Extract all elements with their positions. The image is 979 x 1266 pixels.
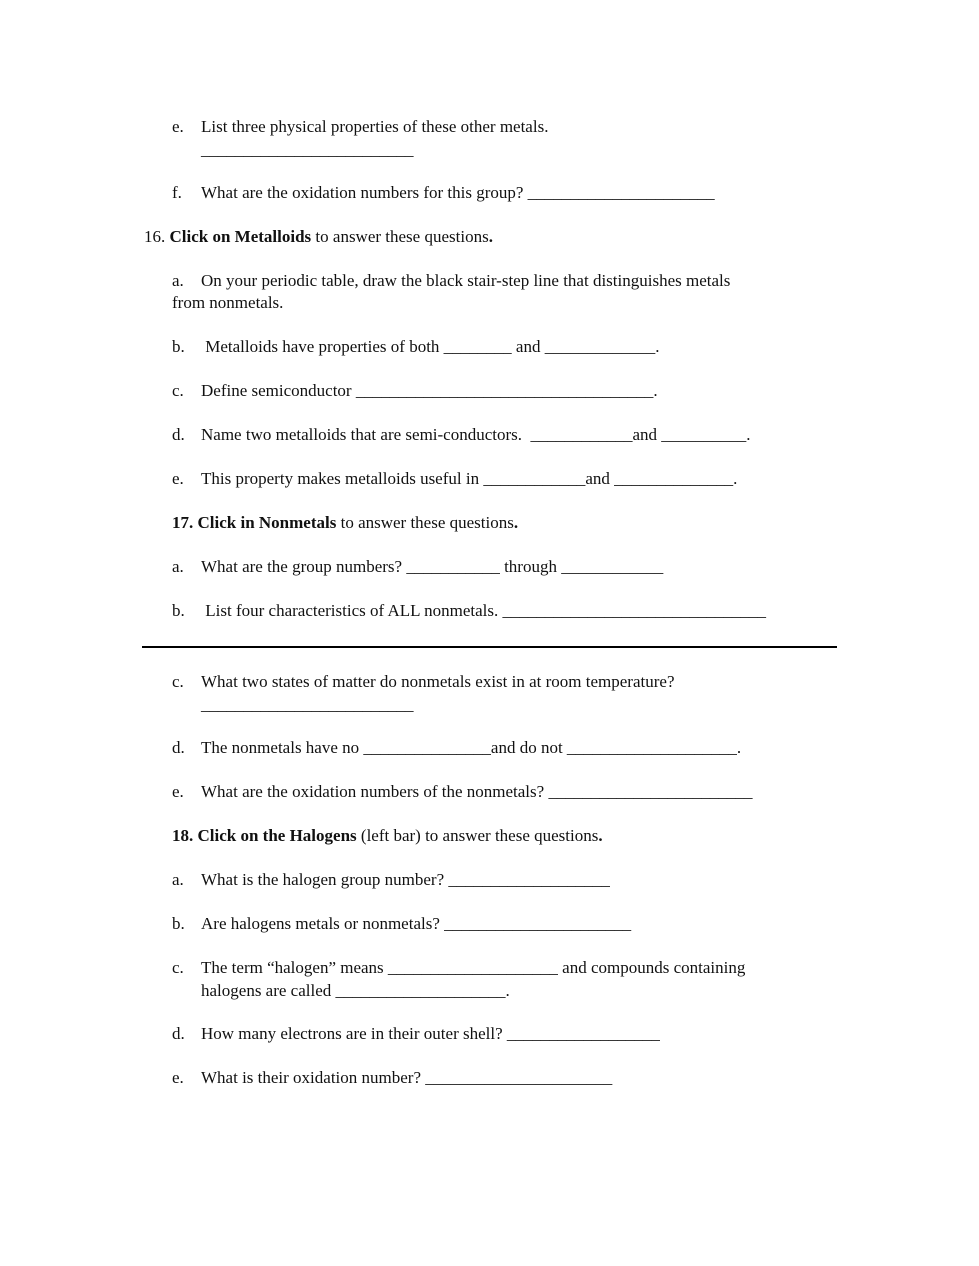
q17-a-label: a.	[172, 557, 184, 576]
q16-d-question: Name two metalloids that are semi-conductors. ____________and __________.	[201, 425, 751, 444]
q16-a-question-line2: from nonmetals.	[172, 293, 284, 312]
q17-d-question: The nonmetals have no _______________and do not ____________________.	[201, 738, 742, 757]
q17-a-question: What are the group numbers? ___________ through ____________	[201, 557, 664, 576]
q18-heading-rest: (left bar) to answer these questions	[356, 826, 599, 845]
q16-c-label: c.	[172, 381, 184, 400]
q15-e-answer-blank[interactable]: _________________________	[201, 140, 414, 159]
q17-b-label: b.	[172, 601, 185, 620]
q16-e-question: This property makes metalloids useful in ____________and ______________.	[201, 469, 738, 488]
q16-number: 16.	[144, 227, 166, 246]
q17-c-answer-blank[interactable]: _________________________	[201, 695, 414, 714]
q15-f-question: What are the oxidation numbers for this group? ______________________	[201, 183, 715, 202]
q17-heading-rest: to answer these questions	[336, 513, 514, 532]
q17-b-question: List four characteristics of ALL nonmetals. _______________________________	[201, 601, 767, 620]
q18-d-label: d.	[172, 1024, 185, 1043]
q18-c-question-line2: halogens are called ____________________.	[201, 981, 510, 1000]
q17-c-label: c.	[172, 672, 184, 691]
q17-heading-bold: 17. Click in Nonmetals	[172, 513, 337, 532]
q16-d-label: d.	[172, 425, 185, 444]
q15-f-label: f.	[172, 183, 182, 202]
q16-e-label: e.	[172, 469, 184, 488]
q16-heading	[144, 227, 493, 247]
q18-c-label: c.	[172, 958, 184, 977]
q18-heading	[172, 826, 603, 846]
q18-e-question: What is their oxidation number? ______________________	[201, 1068, 613, 1087]
q16-heading-rest: to answer these questions	[311, 227, 489, 246]
q17-e-question: What are the oxidation numbers of the nonmetals? ________________________	[201, 782, 753, 801]
q16-heading-bold: Click on Metalloids	[169, 227, 312, 246]
q15-e-label: e.	[172, 117, 184, 136]
q17-c-question: What two states of matter do nonmetals exist in at room temperature?	[201, 672, 675, 691]
q18-b-question: Are halogens metals or nonmetals? ______________________	[201, 914, 632, 933]
q18-d-question: How many electrons are in their outer shell? __________________	[201, 1024, 660, 1043]
q16-a-label: a.	[172, 271, 184, 290]
q16-a-question-line1: On your periodic table, draw the black stair-step line that distinguishes metals	[201, 271, 731, 290]
q17-e-label: e.	[172, 782, 184, 801]
q18-a-question: What is the halogen group number? ___________________	[201, 870, 610, 889]
q16-heading-period: .	[488, 227, 493, 246]
q16-b-question: Metalloids have properties of both ________ and _____________.	[201, 337, 660, 356]
q16-c-question: Define semiconductor ___________________________________.	[201, 381, 658, 400]
answer-line-rule[interactable]	[142, 646, 837, 648]
q17-heading	[172, 513, 518, 533]
q15-e-question: List three physical properties of these other metals.	[201, 117, 549, 136]
q18-heading-period: .	[598, 826, 603, 845]
q17-heading-period: .	[513, 513, 519, 532]
q18-a-label: a.	[172, 870, 184, 889]
q18-c-question-line1: The term “halogen” means ____________________ and compounds containing	[201, 958, 746, 977]
q16-b-label: b.	[172, 337, 185, 356]
q18-b-label: b.	[172, 914, 185, 933]
q18-heading-bold: 18. Click on the Halogens	[172, 826, 357, 845]
q17-d-label: d.	[172, 738, 185, 757]
q18-e-label: e.	[172, 1068, 184, 1087]
